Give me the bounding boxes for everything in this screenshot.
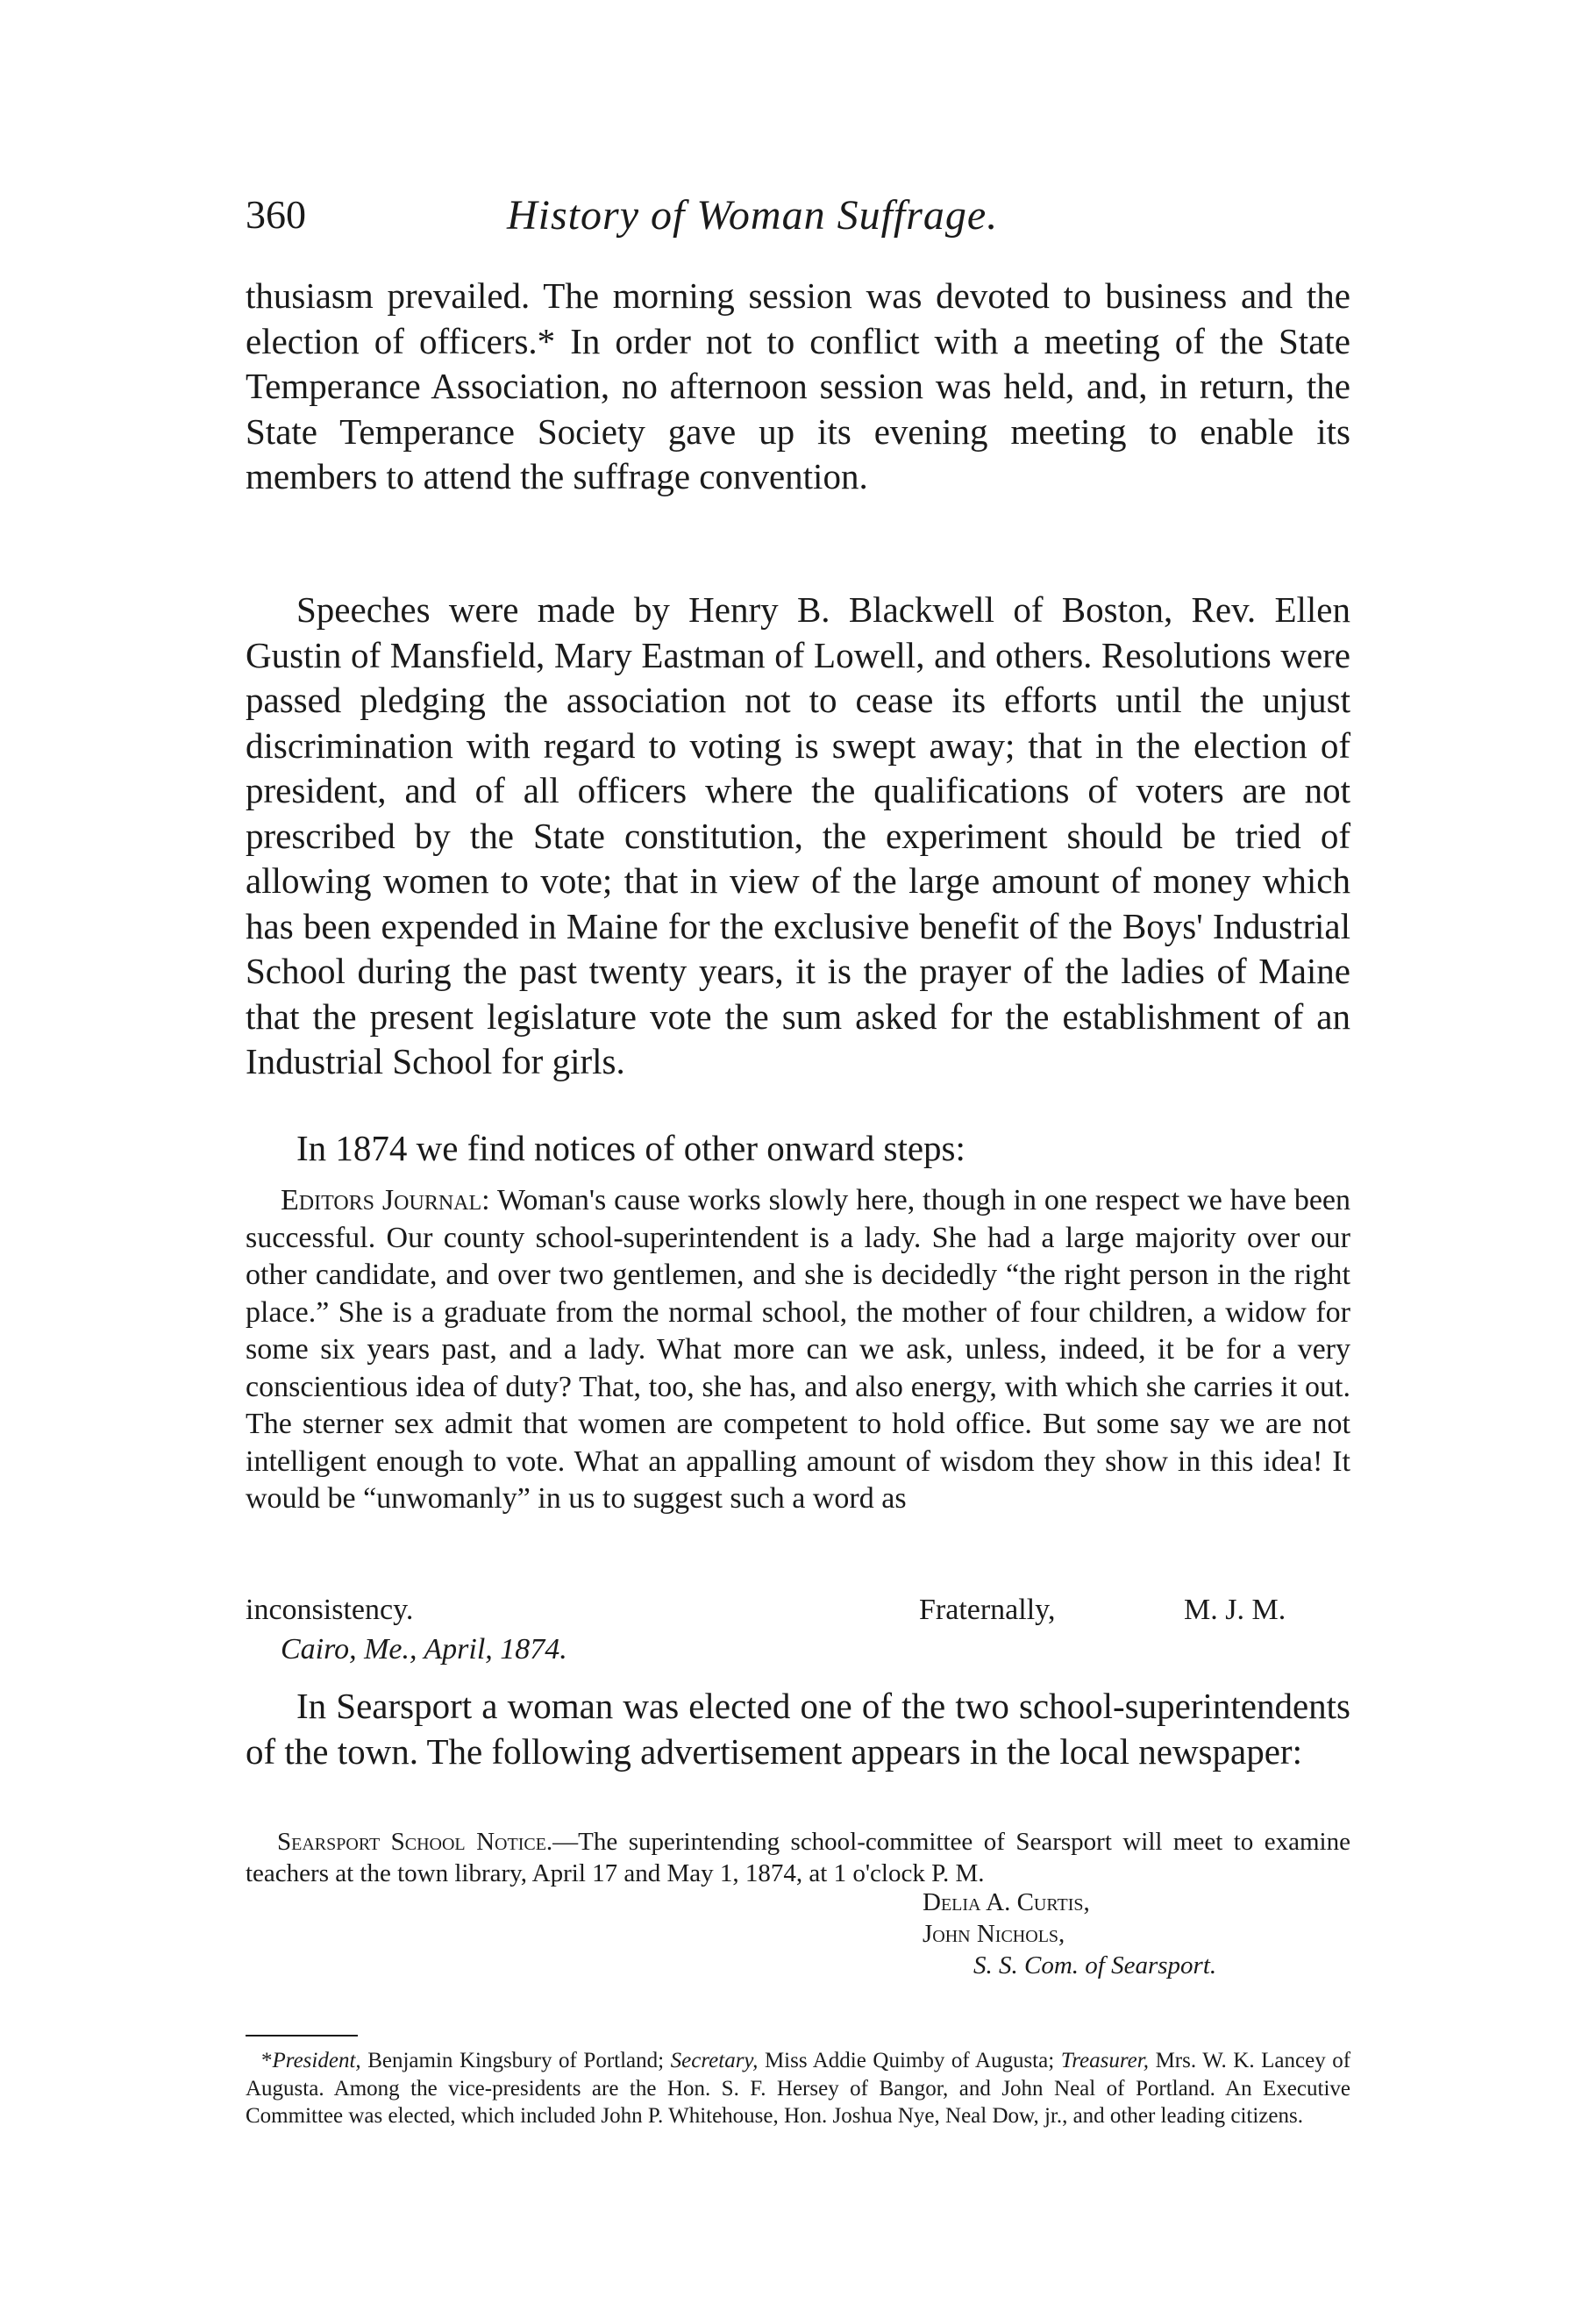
footnote — [246, 2047, 1350, 2130]
footnote-mark: * — [261, 2049, 273, 2072]
footnote-label-president: President, — [272, 2049, 361, 2072]
notice-heading: Searsport School Notice. — [277, 1828, 553, 1856]
footnote-divider — [246, 2035, 358, 2037]
letter-body — [246, 1182, 1350, 1518]
page-header — [246, 191, 1421, 254]
notice-signer-1: Delia A. Curtis, — [923, 1888, 1090, 1916]
running-title: History of Woman Suffrage. — [507, 192, 999, 239]
letter-signature: M. J. M. — [1184, 1594, 1286, 1626]
footnote-rest: Mrs. W. K. Lancey of Augusta. Among the vice-presidents are the Hon. S. F. Hersey of Bangor, and John Neal of Portland. An Executive Committee was elected, which included John P. Whitehouse, Hon. Joshua Nye, Neal Dow, jr., and other leading citizens. — [246, 2049, 1351, 2128]
paragraph-3-text: In 1874 we find notices of other onward steps: — [296, 1128, 965, 1168]
paragraph-1-text: thusiasm prevailed. The morning session was devoted to business and the election of officers.* In order not to conflict with a meeting of the State Temperance Association, no afternoon session was held, and, in return, the State Temperance Society gave up its evening meeting to enable its members to attend the suffrage convention. — [246, 275, 1350, 496]
paragraph-2 — [246, 588, 1350, 1085]
footnote-label-secretary: Secretary, — [670, 2049, 759, 2072]
letter-place-date: Cairo, Me., April, 1874. — [281, 1633, 567, 1666]
paragraph-3 — [246, 1126, 1350, 1172]
notice-signer-3: S. S. Com. of Searsport. — [973, 1951, 1217, 1979]
paragraph-4-text: In Searsport a woman was elected one of the two school-superintendents of the town. The following advertisement appears in the local newspaper: — [246, 1686, 1350, 1772]
notice-signer-2: John Nichols, — [923, 1920, 1065, 1948]
school-notice — [246, 1826, 1350, 1889]
footnote-president: Benjamin Kingsbury of Portland; — [367, 2049, 665, 2072]
notice-body — [246, 1826, 1350, 1889]
letter-last-word: inconsistency. — [246, 1594, 414, 1626]
footnote-text — [246, 2047, 1350, 2130]
footnote-label-treasurer: Treasurer, — [1060, 2049, 1149, 2072]
letter-salutation: Editors Journal: — [281, 1184, 490, 1216]
notice-text: —The superintending school-committee of Searsport will meet to examine teachers at the town library, April 17 and May 1, 1874, at 1 o'clock P. M. — [246, 1828, 1350, 1887]
letter-closing: Fraternally, — [919, 1594, 1056, 1626]
footnote-secretary: Miss Addie Quimby of Augusta; — [764, 2049, 1055, 2072]
quoted-letter — [246, 1182, 1350, 1518]
letter-text: Woman's cause works slowly here, though in one respect we have been successful. Our county school-superintendent is a lady. She had a large majority over our other candidate, and over two gentlemen, and she is decidedly “the right person in the right place.” She is a graduate from the normal school, the mother of four children, a widow for some six years past, and a lady. What more can we ask, unless, indeed, it be for a very conscientious idea of duty? That, too, she has, and also energy, with which she carries it out. The sterner sex admit that women are competent to hold office. But some say we are not intelligent enough to vote. What an appalling amount of wisdom they show in this idea! It would be “unwomanly” in us to suggest such a word as — [246, 1184, 1351, 1515]
paragraph-4 — [246, 1684, 1350, 1774]
paragraph-2-text: Speeches were made by Henry B. Blackwell of Boston, Rev. Ellen Gustin of Mansfield, Mary Eastman of Lowell, and others. Resolutions were passed pledging the association not to cease its efforts until the unjust discrimination with regard to voting is swept away; that in the election of president, and of all officers where the qualifications of voters are not prescribed by the State constitution, the experiment should be tried of allowing women to vote; that in view of the large amount of money which has been expended in Maine for the exclusive benefit of the Boys' Industrial School during the past twenty years, it is the prayer of the ladies of Maine that the present legislature vote the sum asked for the establishment of an Industrial School for girls. — [246, 589, 1350, 1081]
paragraph-1 — [246, 274, 1350, 500]
letter-sign-row — [246, 1594, 1350, 1632]
page-number: 360 — [246, 192, 306, 237]
